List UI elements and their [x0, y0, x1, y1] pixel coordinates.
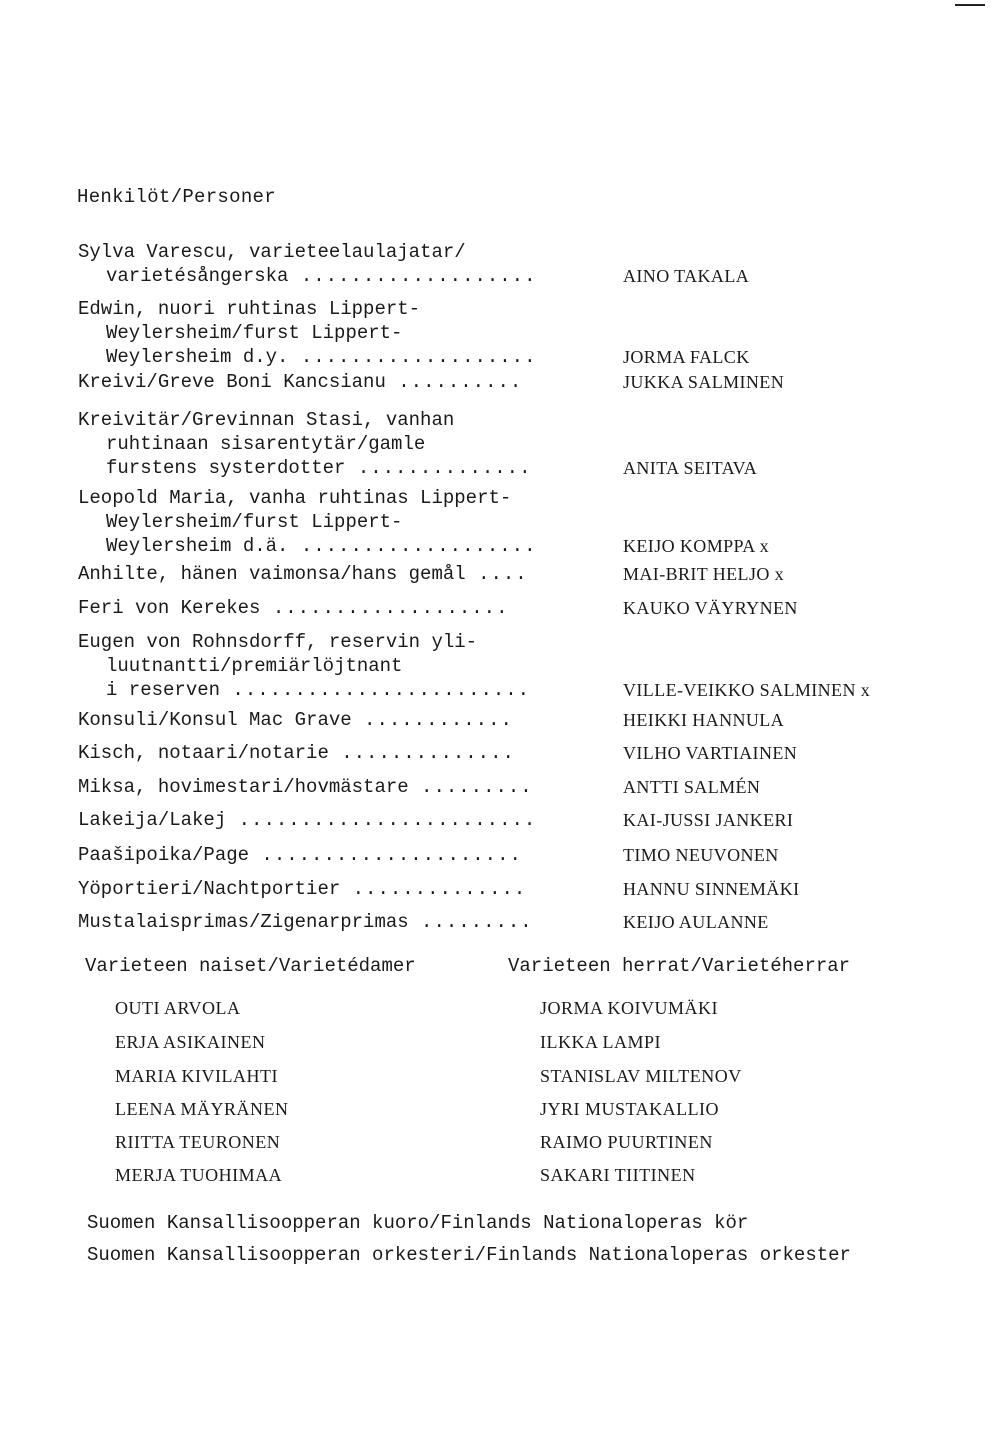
role-text: Yöportieri/Nachtportier: [78, 878, 341, 900]
ensemble-member: STANISLAV MILTENOV: [540, 1066, 742, 1086]
actor-text: ANTTI SALMÉN: [623, 777, 761, 797]
dot-leader: ..........: [385, 371, 523, 393]
ensemble-member: JYRI MUSTAKALLIO: [540, 1099, 720, 1119]
actor-text: HEIKKI HANNULA: [623, 710, 785, 730]
ensemble-member: ILKKA LAMPI: [540, 1032, 661, 1052]
actor-name: [623, 596, 798, 620]
role-line: [78, 370, 618, 394]
actor-text: AINO TAKALA: [623, 266, 750, 286]
cast-row: [78, 297, 938, 369]
role-line: [78, 654, 618, 678]
actor-name: [623, 775, 760, 799]
dot-leader: .........: [408, 911, 533, 933]
actor-text: KAUKO VÄYRYNEN: [623, 598, 798, 618]
cast-row: [78, 808, 938, 832]
role-text: Kisch, notaari/notarie: [78, 742, 329, 764]
role-text: Kreivi/Greve Boni Kancsianu: [78, 371, 386, 393]
role-line: [78, 264, 618, 288]
ladies-heading: Varieteen naiset/Varietédamer: [85, 955, 416, 977]
role-text: Weylersheim/furst Lippert-: [106, 322, 403, 344]
role-description: [78, 708, 618, 732]
role-text: Miksa, hovimestari/hovmästare: [78, 776, 409, 798]
actor-text: KAI-JUSSI JANKERI: [623, 810, 794, 830]
ensemble-member: MERJA TUOHIMAA: [115, 1165, 283, 1185]
dot-leader: ...................: [288, 346, 537, 368]
actor-name: [623, 708, 784, 732]
ensemble-member: LEENA MÄYRÄNEN: [115, 1099, 289, 1119]
role-line: [78, 775, 618, 799]
role-text: Sylva Varescu, varieteelaulajatar/: [78, 241, 466, 263]
cast-row: [78, 843, 938, 867]
dot-leader: .........: [408, 776, 533, 798]
role-description: [78, 630, 618, 702]
ensemble-member: RIITTA TEURONEN: [115, 1132, 281, 1152]
cast-row: [78, 562, 938, 586]
role-text: Weylersheim/furst Lippert-: [106, 511, 403, 533]
role-text: Konsuli/Konsul Mac Grave: [78, 709, 352, 731]
cast-row: [78, 775, 938, 799]
role-line: [78, 432, 618, 456]
role-line: [78, 486, 618, 510]
ensemble-member: RAIMO PUURTINEN: [540, 1132, 713, 1152]
actor-name: [623, 562, 784, 586]
role-line: [78, 910, 618, 934]
ensemble-member: MARIA KIVILAHTI: [115, 1066, 278, 1086]
dot-leader: ...................: [260, 597, 509, 619]
role-line: [78, 534, 618, 558]
role-text: i reserven: [106, 679, 221, 701]
role-line: [78, 321, 618, 345]
role-text: Paašipoika/Page: [78, 844, 250, 866]
role-text: furstens systerdotter: [106, 457, 346, 479]
actor-mark: x: [855, 680, 871, 700]
actor-text: KEIJO AULANNE: [623, 912, 769, 932]
role-description: [78, 843, 618, 867]
role-text: varietésångerska: [106, 265, 289, 287]
actor-text: ANITA SEITAVA: [623, 458, 758, 478]
role-description: [78, 741, 618, 765]
cast-row: [78, 877, 938, 901]
page-heading: Henkilöt/Personer: [77, 186, 276, 208]
role-description: [78, 297, 618, 369]
dot-leader: ..............: [340, 878, 527, 900]
actor-name: [623, 910, 769, 934]
dot-leader: ............: [351, 709, 513, 731]
actor-mark: x: [769, 564, 785, 584]
actor-name: [623, 678, 870, 702]
ensemble-member: JORMA KOIVUMÄKI: [540, 998, 719, 1018]
actor-text: VILHO VARTIAINEN: [623, 743, 798, 763]
role-text: Mustalaisprimas/Zigenarprimas: [78, 911, 409, 933]
actor-text: JORMA FALCK: [623, 347, 750, 367]
role-description: [78, 877, 618, 901]
role-text: Kreivitär/Grevinnan Stasi, vanhan: [78, 409, 455, 431]
actor-name: [623, 456, 757, 480]
role-description: [78, 240, 618, 288]
role-line: [78, 843, 618, 867]
role-text: Eugen von Rohnsdorff, reservin yli-: [78, 631, 478, 653]
role-text: Lakeija/Lakej: [78, 809, 227, 831]
dot-leader: ........................: [226, 809, 537, 831]
cast-row: [78, 408, 938, 480]
role-text: Feri von Kerekes: [78, 597, 261, 619]
role-text: Leopold Maria, vanha ruhtinas Lippert-: [78, 487, 512, 509]
role-line: [78, 297, 618, 321]
role-line: [78, 345, 618, 369]
role-text: luutnantti/premiärlöjtnant: [106, 655, 403, 677]
role-description: [78, 775, 618, 799]
ensemble-member: ERJA ASIKAINEN: [115, 1032, 266, 1052]
role-description: [78, 910, 618, 934]
role-text: Edwin, nuori ruhtinas Lippert-: [78, 298, 421, 320]
gentlemen-heading: Varieteen herrat/Varietéherrar: [508, 955, 851, 977]
cast-row: [78, 596, 938, 620]
role-text: ruhtinaan sisarentytär/gamle: [106, 433, 426, 455]
role-text: Weylersheim d.y.: [106, 346, 289, 368]
orchestra-credit: Suomen Kansallisoopperan orkesteri/Finlands Nationaloperas orkester: [87, 1244, 851, 1266]
actor-name: [623, 877, 800, 901]
role-text: Anhilte, hänen vaimonsa/hans gemål: [78, 563, 466, 585]
cast-row: [78, 240, 938, 288]
role-description: [78, 596, 618, 620]
dot-leader: ....: [465, 563, 528, 585]
actor-mark: x: [754, 536, 769, 556]
cast-row: [78, 486, 938, 558]
role-line: [78, 630, 618, 654]
role-line: [78, 708, 618, 732]
role-description: [78, 370, 618, 394]
actor-name: [623, 370, 784, 394]
role-line: [78, 510, 618, 534]
actor-text: HANNU SINNEMÄKI: [623, 879, 800, 899]
dot-leader: ..............: [345, 457, 532, 479]
dot-leader: ........................: [220, 679, 531, 701]
actor-name: [623, 843, 779, 867]
actor-name: [623, 741, 797, 765]
dot-leader: ...................: [288, 265, 537, 287]
role-line: [78, 562, 618, 586]
cast-row: [78, 708, 938, 732]
actor-name: [623, 808, 793, 832]
cast-row: [78, 370, 938, 394]
actor-name: [623, 534, 769, 558]
role-description: [78, 408, 618, 480]
dot-leader: ..............: [328, 742, 515, 764]
role-line: [78, 240, 618, 264]
scan-mark: [955, 4, 985, 6]
role-description: [78, 486, 618, 558]
cast-row: [78, 910, 938, 934]
chorus-credit: Suomen Kansallisoopperan kuoro/Finlands Nationaloperas kör: [87, 1212, 749, 1234]
actor-text: VILLE-VEIKKO SALMINEN: [623, 680, 856, 700]
dot-leader: ...................: [288, 535, 537, 557]
actor-text: MAI-BRIT HELJO: [623, 564, 770, 584]
role-line: [78, 408, 618, 432]
dot-leader: .....................: [249, 844, 522, 866]
actor-name: [623, 345, 750, 369]
role-description: [78, 808, 618, 832]
role-description: [78, 562, 618, 586]
cast-row: [78, 741, 938, 765]
ensemble-member: SAKARI TIITINEN: [540, 1165, 696, 1185]
role-text: Weylersheim d.ä.: [106, 535, 289, 557]
actor-text: TIMO NEUVONEN: [623, 845, 779, 865]
ensemble-member: OUTI ARVOLA: [115, 998, 241, 1018]
role-line: [78, 877, 618, 901]
actor-text: JUKKA SALMINEN: [623, 372, 785, 392]
role-line: [78, 456, 618, 480]
role-line: [78, 741, 618, 765]
role-line: [78, 808, 618, 832]
role-line: [78, 596, 618, 620]
role-line: [78, 678, 618, 702]
actor-name: [623, 264, 749, 288]
actor-text: KEIJO KOMPPA: [623, 536, 755, 556]
cast-row: [78, 630, 938, 702]
